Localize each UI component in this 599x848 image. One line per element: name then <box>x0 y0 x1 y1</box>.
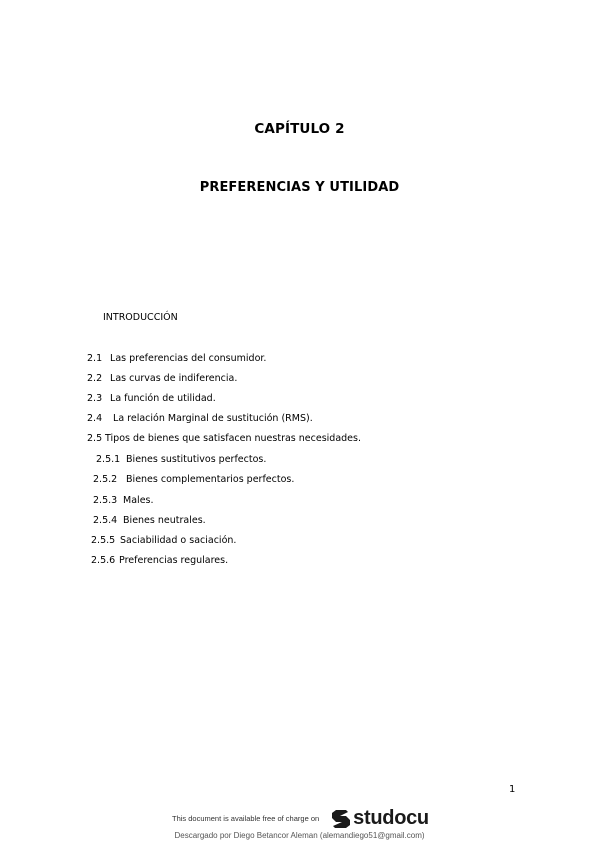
toc-label: Las curvas de indiferencia. <box>110 373 238 384</box>
toc-item-2-4 <box>87 413 313 424</box>
toc-item-2-1 <box>87 353 266 364</box>
toc-number: 2.2 <box>87 373 103 384</box>
toc-label: Males. <box>123 495 154 506</box>
toc-item-2-5-5 <box>91 535 236 546</box>
footer-downloaded-by: Descargado por Diego Betancor Aleman (alemandiego51@gmail.com) <box>174 831 425 840</box>
toc-number: 2.5.5 <box>91 535 116 546</box>
toc-item-2-2 <box>87 373 237 384</box>
toc-item-2-5-2 <box>93 474 294 485</box>
section-title: PREFERENCIAS Y UTILIDAD <box>199 180 400 195</box>
toc-label: Bienes sustitutivos perfectos. <box>126 454 267 465</box>
toc-label: Las preferencias del consumidor. <box>110 353 267 364</box>
toc-label: Bienes neutrales. <box>123 515 206 526</box>
studocu-logo-icon <box>331 808 351 830</box>
footer-availability <box>172 807 429 830</box>
toc-item-2-3 <box>87 393 216 404</box>
toc-item-2-5-1 <box>96 454 266 465</box>
toc-label: Preferencias regulares. <box>119 555 229 566</box>
toc-label: Saciabilidad o saciación. <box>120 535 237 546</box>
toc-number: 2.5.1 <box>96 454 121 465</box>
toc-number: 2.3 <box>87 393 103 404</box>
page-number: 1 <box>509 784 516 795</box>
toc-number: 2.4 <box>87 413 103 424</box>
toc-number: 2.1 <box>87 353 103 364</box>
toc-number: 2.5.2 <box>93 474 118 485</box>
toc-number: 2.5.4 <box>93 515 118 526</box>
studocu-logo-text: studocu <box>353 807 429 829</box>
toc-item-2-5 <box>87 433 361 444</box>
toc-label: La función de utilidad. <box>110 393 216 404</box>
toc-number: 2.5.6 <box>91 555 116 566</box>
toc-item-2-5-4 <box>93 515 206 526</box>
toc-number: 2.5 <box>87 433 103 444</box>
intro-heading: INTRODUCCIÓN <box>103 312 178 323</box>
toc-label: Bienes complementarios perfectos. <box>126 474 295 485</box>
availability-text: This document is available free of charge on <box>172 814 320 823</box>
toc-number: 2.5.3 <box>93 495 118 506</box>
studocu-logo-link[interactable] <box>331 807 429 830</box>
toc-label: Tipos de bienes que satisfacen nuestras necesidades. <box>105 433 361 444</box>
toc-item-2-5-3 <box>93 495 154 506</box>
chapter-title: CAPÍTULO 2 <box>254 121 345 137</box>
toc-label: La relación Marginal de sustitución (RMS). <box>113 413 313 424</box>
toc-item-2-5-6 <box>91 555 228 566</box>
